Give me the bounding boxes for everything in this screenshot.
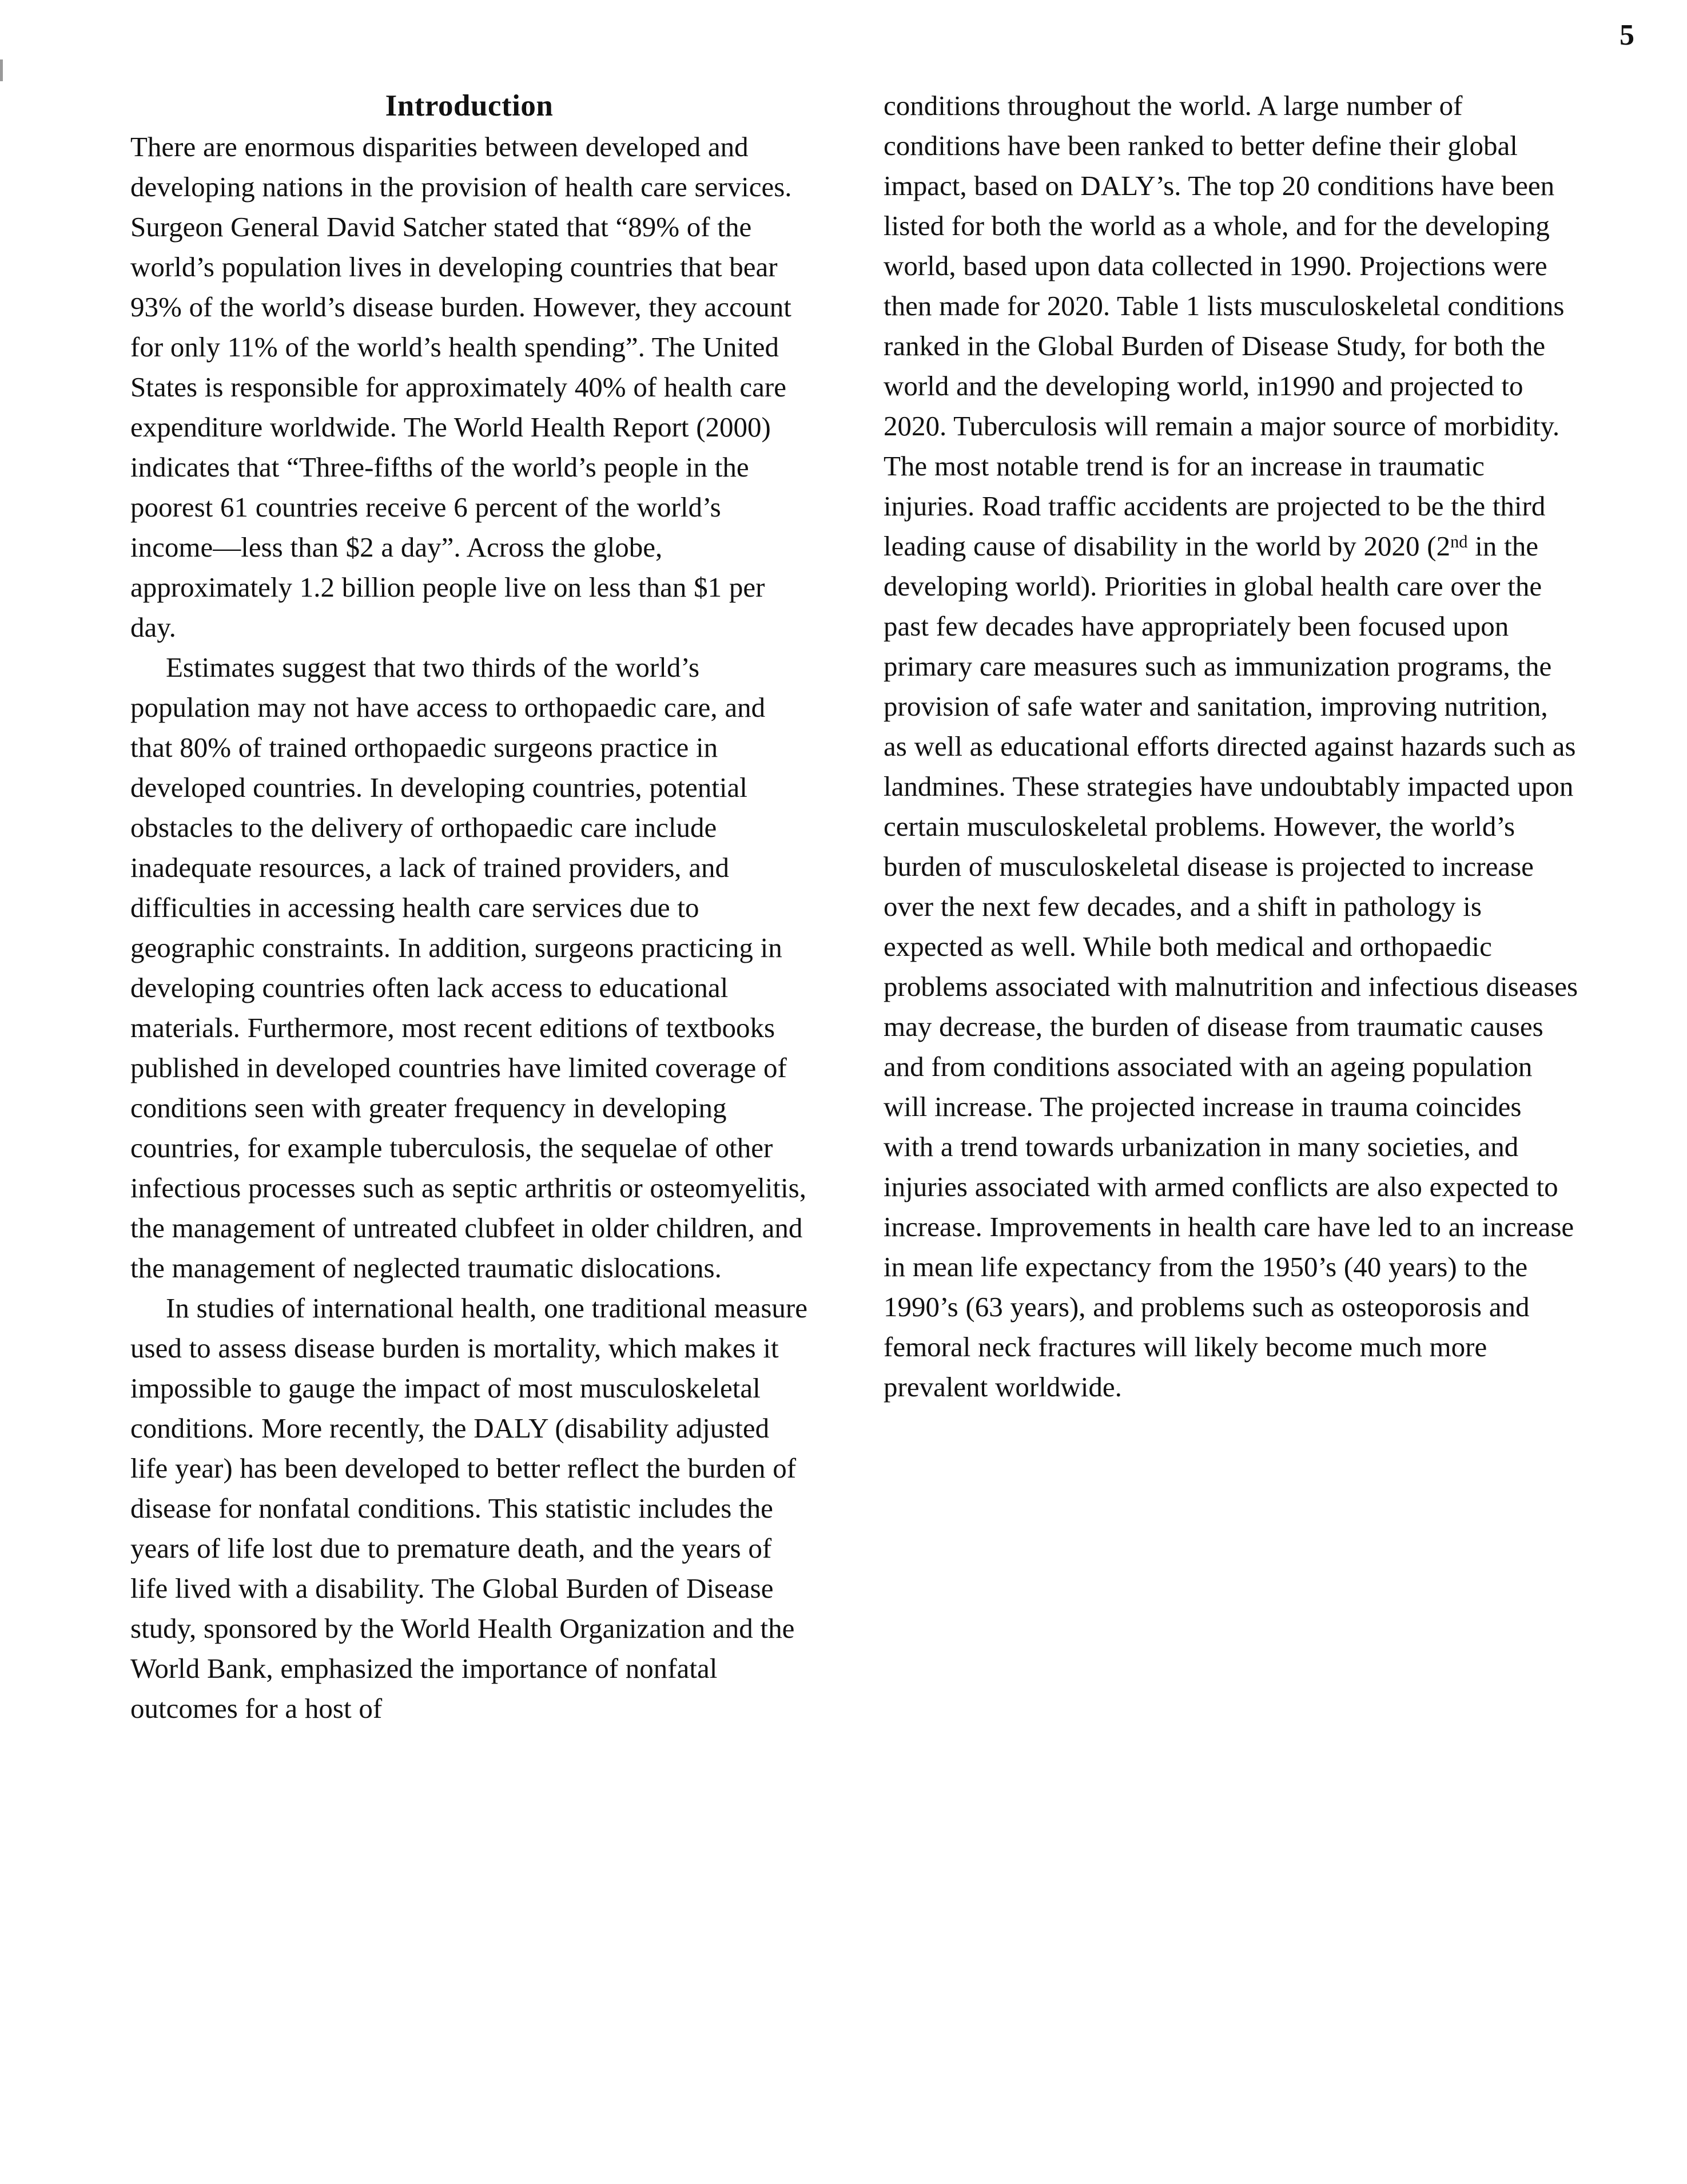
paragraph-2: Estimates suggest that two thirds of the world’s population may not have access to orthopaedic care, and that 80% of trained orthopaedic surgeons practice in developed countries. In developing countries, potential obstacles to the delivery of orthopaedic care include inadequate resources, a lack of trained providers, and difficulties in accessing health care services due to geographic constraints. In addition, surgeons practicing in developing countries often lack access to educational materials. Furthermore, most recent editions of textbooks published in developed countries have limited coverage of conditions seen with greater frequency in developing countries, for example tuberculosis, the sequelae of other infectious processes such as septic arthritis or osteomyelitis, the management of untreated clubfeet in older children, and the management of neglected traumatic dislocations. [130,652,806,1284]
page-number: 5 [1620,19,1634,51]
paragraph-3-continued-text-before-superscript: conditions throughout the world. A large number of conditions have been ranked to better define their global impact, based on DALY’s. The top 20 conditions have been listed for both the world as a whole, and for the developing world, based upon data collected in 1990. Projections were then made for 2020. Table 1 lists musculoskeletal conditions ranked in the Global Burden of Disease Study, for both the world and the developing world, in1990 and projected to 2020. Tuberculosis will remain a major source of morbidity. The most notable trend is for an increase in traumatic injuries. Road traffic accidents are projected to be the third leading cause of disability in the world by 2020 (2 [884,90,1565,562]
left-column [130,86,808,1729]
paragraph-3-continued [884,86,1578,1407]
paragraph-3: In studies of international health, one traditional measure used to assess disease burden is mortality, which makes it impossible to gauge the impact of most musculoskeletal conditions. More recently, the DALY (disability adjusted life year) has been developed to better reflect the burden of disease for nonfatal conditions. This statistic includes the years of life lost due to premature death, and the years of life lived with a disability. The Global Burden of Disease study, sponsored by the World Health Organization and the World Bank, emphasized the importance of nonfatal outcomes for a host of [130,1292,807,1724]
paragraph-3-continued-text-after-superscript: in the developing world). Priorities in global health care over the past few decades have appropriately been focused upon primary care measures such as immunization programs, the provision of safe water and sanitation, improving nutrition, as well as educational efforts directed against hazards such as landmines. These strategies have undoubtably impacted upon certain musculoskeletal problems. However, the world’s burden of musculoskeletal disease is projected to increase over the next few decades, and a shift in pathology is expected as well. While both medical and orthopaedic problems associated with malnutrition and infectious diseases may decrease, the burden of disease from traumatic causes and from conditions associated with an ageing population will increase. The projected increase in trauma coincides with a trend towards urbanization in many societies, and injuries associated with armed conflicts are also expected to increase. Improvements in health care have led to an increase in mean life expectancy from the 1950’s (40 years) to the 1990’s (63 years), and problems such as osteoporosis and femoral neck fractures will likely become much more prevalent worldwide. [884,530,1578,1403]
right-column [884,86,1578,1407]
page-title: Introduction [385,89,554,122]
ordinal-superscript: nd [1450,532,1468,552]
paragraph-1: There are enormous disparities between developed and developing nations in the provision of health care services. Surgeon General David Satcher stated that “89% of the world’s population lives in developing countries that bear 93% of the world’s disease burden. However, they account for only 11% of the world’s health spending”. The United States is responsible for approximately 40% of health care expenditure worldwide. The World Health Report (2000) indicates that “Three-fifths of the world’s people in the poorest 61 countries receive 6 percent of the world’s income—less than $2 a day”. Across the globe, approximately 1.2 billion people live on less than $1 per day. [130,131,792,643]
